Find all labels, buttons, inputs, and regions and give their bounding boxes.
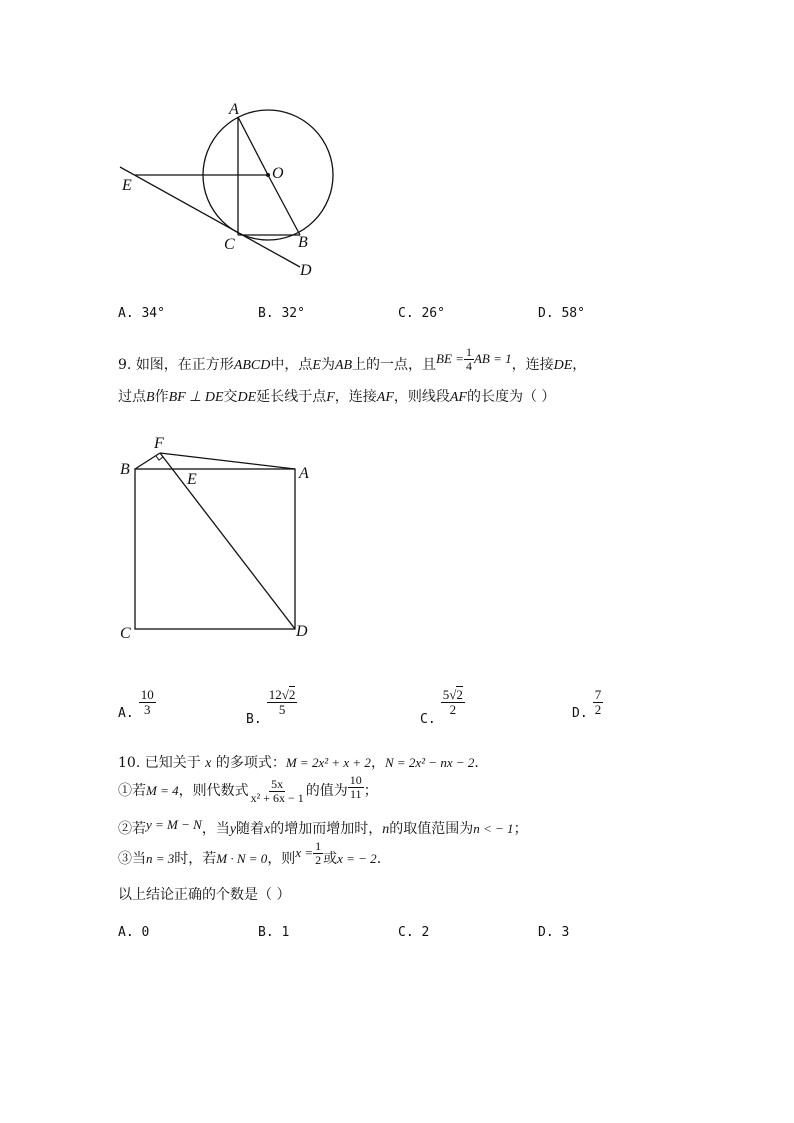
q10-statement-1: ①若M = 4，则代数式 $\frac{5x}{\text{x² + 6x − 1}}$ 的值为 $\frac{10}{11}$ ； — [118, 773, 378, 805]
q9-text: 作 — [154, 389, 169, 405]
q9-text: ， — [572, 357, 587, 374]
label-c: C — [120, 625, 131, 642]
label-o: O — [272, 165, 284, 182]
segment-ob — [268, 175, 300, 235]
segment-fd — [160, 453, 295, 629]
q9-text: 的长度为（ ） — [466, 389, 556, 405]
label-f: F — [154, 435, 164, 452]
q9-text: 中，点 — [270, 357, 313, 374]
q9-square: ABCD — [233, 358, 271, 374]
q9-option-d-label: D. — [572, 705, 588, 721]
q9-text: ，则线段 — [393, 389, 450, 405]
square-abcd — [135, 469, 295, 629]
q10-s1-fraction: $\frac{5x}{\text{x² + 6x − 1}}$ — [250, 777, 304, 805]
q9-option-b-value: $\frac{12√2}{5}$ — [268, 687, 296, 717]
q9-option-c[interactable] — [420, 687, 465, 727]
sqrt-icon: √ — [449, 687, 457, 702]
q9-point: B — [146, 390, 155, 405]
label-d: D — [296, 623, 308, 640]
segment-ao — [238, 117, 268, 175]
q9-text: 交 — [223, 389, 238, 405]
q9-segment: AF — [376, 390, 394, 405]
q9-option-a-value: $\frac{10}{3}$ — [140, 687, 154, 717]
q10-var: x — [205, 756, 212, 771]
q10-s1-value: $\frac{10}{11}$ — [349, 773, 362, 801]
q8-option-a[interactable]: A. 34° — [118, 306, 165, 321]
q9-option-a-label: A. — [118, 705, 134, 721]
q9-point: E — [312, 358, 321, 374]
q10-n-expr: N = 2x² − nx − 2 — [384, 755, 475, 770]
q8-circle-figure — [110, 95, 350, 285]
q9-segment: AF — [449, 390, 467, 405]
q9-square-figure — [110, 432, 330, 647]
q9-text: 上的一点，且 — [352, 357, 437, 374]
segment-fa — [160, 453, 295, 469]
q9-condition-fraction: $\frac{1}{4}$ — [465, 345, 472, 373]
q9-line2 — [118, 386, 555, 406]
q9-option-d[interactable] — [572, 687, 603, 721]
q10-s3-fraction: $\frac{1}{2}$ — [315, 839, 322, 867]
q9-option-c-value: $\frac{5√2}{2}$ — [442, 687, 463, 717]
q9-point: F — [326, 390, 335, 405]
q9-text: ，连接 — [511, 357, 554, 374]
q9-condition: BE = — [436, 351, 464, 367]
q10-option-d[interactable]: D. 3 — [538, 925, 570, 940]
q10-statement-3: ③当n = 3时，若M · N = 0，则x = $\frac{1}{2}$ 或x = − 2. — [118, 839, 382, 868]
q10-text: 的多项式： — [215, 755, 286, 771]
q9-option-b[interactable] — [246, 687, 297, 727]
label-b: B — [120, 461, 130, 478]
q9-text: 延长线于点 — [256, 389, 327, 405]
q9-option-c-label: C. — [420, 711, 436, 727]
q9-line1 — [118, 345, 587, 378]
q9-number: 9. — [118, 357, 132, 374]
q9-perpendicular: BF ⊥ DE — [168, 390, 224, 405]
q9-segment: AB — [334, 358, 353, 374]
label-e: E — [122, 177, 132, 194]
q9-condition: AB = 1 — [473, 351, 512, 367]
q9-text: ，连接 — [334, 389, 377, 405]
point-o — [266, 173, 270, 177]
q9-text: 过点 — [118, 389, 146, 405]
q10-text: ， — [370, 755, 385, 771]
q9-text: 为 — [320, 357, 335, 374]
q8-option-d[interactable]: D. 58° — [538, 306, 585, 321]
q9-segment: DE — [553, 358, 573, 374]
q9-text: 如图，在正方形 — [135, 357, 234, 374]
label-a: A — [299, 465, 309, 482]
q9-option-b-label: B. — [246, 711, 262, 727]
q8-option-b[interactable]: B. 32° — [258, 306, 305, 321]
label-c: C — [224, 236, 235, 253]
q10-m-expr: M = 2x² + x + 2 — [285, 755, 371, 770]
q10-option-b[interactable]: B. 1 — [258, 925, 290, 940]
q10-statement-2: ②若y = M − N，当y随着x的增加而增加时，n的取值范围为n < − 1； — [118, 817, 528, 837]
label-d: D — [300, 262, 312, 279]
q10-option-c[interactable]: C. 2 — [398, 925, 430, 940]
tangent-ed — [120, 167, 300, 267]
q10-number: 10. — [118, 755, 141, 771]
q10-option-a[interactable]: A. 0 — [118, 925, 150, 940]
q9-option-a[interactable] — [118, 687, 156, 721]
q9-option-d-value: $\frac{7}{2}$ — [594, 687, 602, 717]
sqrt-icon: √ — [281, 687, 289, 702]
q10-line1 — [118, 752, 479, 772]
q9-segment: DE — [237, 390, 257, 405]
label-b: B — [298, 234, 308, 251]
label-e: E — [187, 471, 197, 488]
q8-option-c[interactable]: C. 26° — [398, 306, 445, 321]
label-a: A — [229, 101, 239, 118]
segment-bf — [135, 453, 160, 469]
q10-text: 已知关于 — [144, 755, 201, 771]
q10-question: 以上结论正确的个数是（ ） — [118, 887, 291, 903]
q10-text: . — [474, 755, 479, 771]
